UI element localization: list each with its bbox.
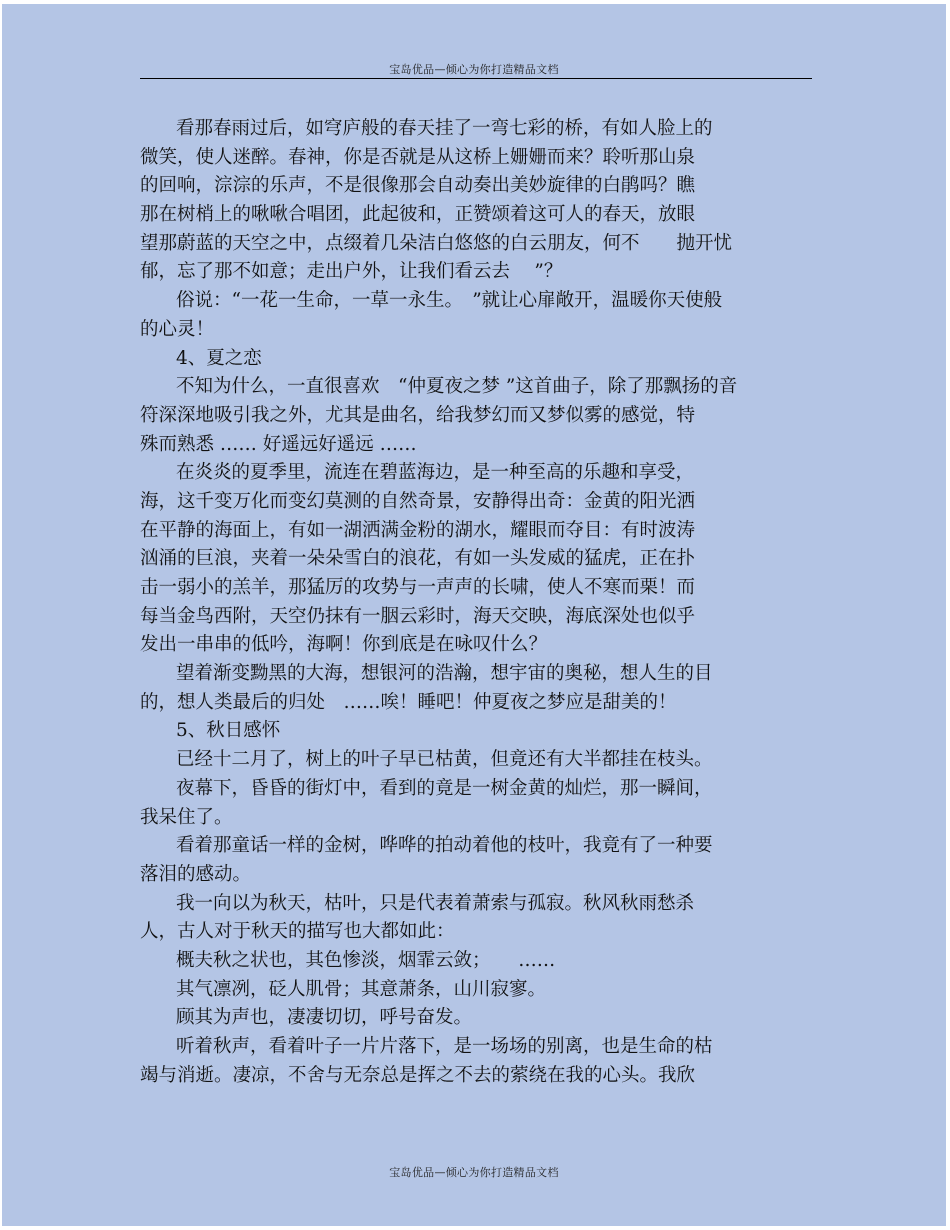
text-line: 郁，忘了那不如意；走出户外，让我们看云去 ”？ xyxy=(140,261,563,283)
document-body xyxy=(140,115,820,1090)
text-line: 概夫秋之状也，其色惨淡，烟霏云敛； …… xyxy=(176,949,556,971)
text-line: 海，这千变万化而变幻莫测的自然奇景，安静得出奇：金黄的阳光洒 xyxy=(140,490,696,512)
text-line: 我呆住了。 xyxy=(140,806,233,828)
text-line: 望那蔚蓝的天空之中，点缀着几朵洁白悠悠的白云朋友，何不 抛开忧 xyxy=(140,232,733,254)
text-line: 5、秋日感怀 xyxy=(176,720,281,742)
text-line: 其气凛冽，砭人肌骨；其意萧条，山川寂寥。 xyxy=(176,978,547,1000)
text-line: 的心灵！ xyxy=(140,318,215,340)
text-line: 落泪的感动。 xyxy=(140,863,252,885)
text-line: 在平静的海面上，有如一湖洒满金粉的湖水，耀眼而夺目：有时波涛 xyxy=(140,519,696,541)
text-line: 不知为什么，一直很喜欢 “仲夏夜之梦 ”这首曲子，除了那飘扬的音 xyxy=(176,376,738,398)
text-line: 人，古人对于秋天的描写也大都如此： xyxy=(140,921,455,943)
text-line: 我一向以为秋天，枯叶，只是代表着萧索与孤寂。秋风秋雨愁杀 xyxy=(176,892,695,914)
text-line: 符深深地吸引我之外，尤其是曲名，给我梦幻而又梦似雾的感觉，特 xyxy=(140,404,696,426)
text-line: 的回响，淙淙的乐声，不是很像那会自动奏出美妙旋律的白鹃吗？瞧 xyxy=(140,175,696,197)
text-line: 4、夏之恋 xyxy=(176,347,262,369)
text-line: 顾其为声也，凄凄切切，呼号奋发。 xyxy=(176,1007,473,1029)
text-line: 听着秋声，看着叶子一片片落下，是一场场的别离，也是生命的枯 xyxy=(176,1036,713,1057)
text-line: 殊而熟悉 …… 好遥远好遥远 …… xyxy=(140,433,417,455)
text-line: 每当金鸟西附，天空仍抹有一胭云彩时，海天交映，海底深处也似乎 xyxy=(140,605,696,627)
text-line: 在炎炎的夏季里，流连在碧蓝海边，是一种至高的乐趣和享受， xyxy=(176,462,695,484)
text-line: 击一弱小的羔羊，那猛厉的攻势与一声声的长啸，使人不寒而栗！而 xyxy=(140,577,696,598)
text-line: 汹涌的巨浪，夹着一朵朵雪白的浪花，有如一头发威的猛虎，正在扑 xyxy=(140,548,696,570)
header-divider xyxy=(140,78,812,79)
text-line: 望着渐变黝黑的大海，想银河的浩瀚，想宇宙的奥秘，想人生的目 xyxy=(176,663,713,685)
text-line: 那在树梢上的啾啾合唱团，此起彼和，正赞颂着这可人的春天，放眼 xyxy=(140,204,696,226)
text-line: 发出一串串的低吟，海啊！你到底是在咏叹什么？ xyxy=(140,634,548,656)
text-line: 俗说：“一花一生命，一草一永生。 ”就让心扉敞开，温暖你天使般 xyxy=(176,290,723,312)
text-line: 看那春雨过后，如穹庐般的春天挂了一弯七彩的桥，有如人脸上的 xyxy=(176,118,713,139)
text-line: 看着那童话一样的金树，哗哗的拍动着他的枝叶，我竟有了一种要 xyxy=(176,835,713,857)
text-line: 已经十二月了，树上的叶子早已枯黄，但竟还有大半都挂在枝头。 xyxy=(176,749,713,771)
document-page xyxy=(2,4,946,1226)
text-line: 竭与消逝。凄凉，不舍与无奈总是挥之不去的萦绕在我的心头。我欣 xyxy=(140,1064,696,1086)
text-line: 的，想人类最后的归处 ……唉！睡吧！仲夏夜之梦应是甜美的！ xyxy=(140,691,677,713)
page-footer: 宝岛优品—倾心为你打造精品文档 xyxy=(389,1166,559,1179)
text-line: 夜幕下，昏昏的街灯中，看到的竟是一树金黄的灿烂，那一瞬间， xyxy=(176,777,713,799)
text-line: 微笑，使人迷醉。春神，你是否就是从这桥上姗姗而来？聆听那山泉 xyxy=(140,146,696,168)
page-header: 宝岛优品—倾心为你打造精品文档 xyxy=(389,63,559,76)
